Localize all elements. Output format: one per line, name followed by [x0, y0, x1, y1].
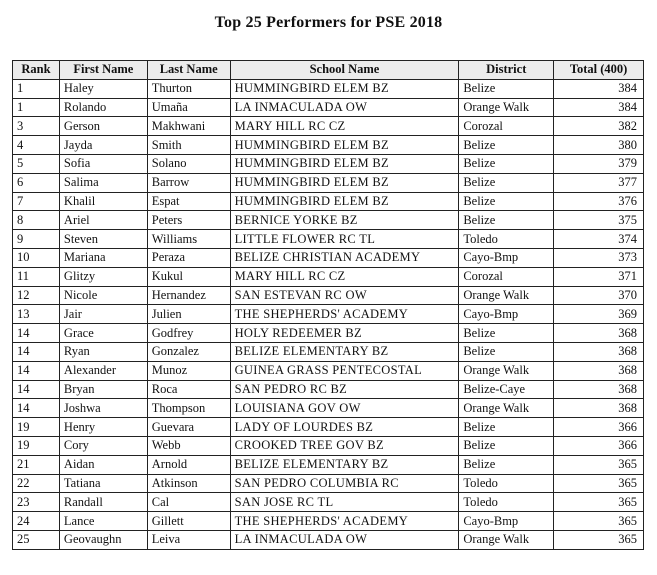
cell-last-name: Gonzalez — [147, 342, 230, 361]
table-row — [13, 230, 644, 249]
cell-rank: 14 — [13, 380, 60, 399]
cell-district: Belize — [459, 79, 554, 98]
cell-total: 371 — [554, 267, 644, 286]
cell-school-name: LA INMACULADA OW — [230, 98, 459, 117]
cell-school-name: HUMMINGBIRD ELEM BZ — [230, 154, 459, 173]
table-row — [13, 399, 644, 418]
cell-total: 365 — [554, 530, 644, 549]
table-row — [13, 530, 644, 549]
cell-first-name: Randall — [59, 493, 147, 512]
cell-school-name: SAN PEDRO COLUMBIA RC — [230, 474, 459, 493]
cell-district: Toledo — [459, 230, 554, 249]
cell-district: Belize — [459, 154, 554, 173]
cell-school-name: MARY HILL RC CZ — [230, 267, 459, 286]
cell-total: 377 — [554, 173, 644, 192]
table-row — [13, 286, 644, 305]
cell-rank: 23 — [13, 493, 60, 512]
cell-district: Orange Walk — [459, 361, 554, 380]
cell-total: 373 — [554, 248, 644, 267]
cell-rank: 14 — [13, 399, 60, 418]
cell-rank: 3 — [13, 117, 60, 136]
cell-rank: 10 — [13, 248, 60, 267]
cell-first-name: Rolando — [59, 98, 147, 117]
table-row — [13, 248, 644, 267]
cell-rank: 24 — [13, 512, 60, 531]
cell-total: 384 — [554, 79, 644, 98]
cell-total: 365 — [554, 455, 644, 474]
cell-first-name: Steven — [59, 230, 147, 249]
cell-last-name: Arnold — [147, 455, 230, 474]
cell-district: Belize — [459, 136, 554, 155]
cell-rank: 25 — [13, 530, 60, 549]
cell-school-name: MARY HILL RC CZ — [230, 117, 459, 136]
cell-rank: 9 — [13, 230, 60, 249]
cell-school-name: HUMMINGBIRD ELEM BZ — [230, 173, 459, 192]
cell-district: Belize — [459, 324, 554, 343]
cell-district: Orange Walk — [459, 286, 554, 305]
cell-school-name: LITTLE FLOWER RC TL — [230, 230, 459, 249]
cell-rank: 7 — [13, 192, 60, 211]
cell-last-name: Hernandez — [147, 286, 230, 305]
cell-total: 374 — [554, 230, 644, 249]
cell-district: Belize — [459, 173, 554, 192]
cell-last-name: Atkinson — [147, 474, 230, 493]
table-row — [13, 474, 644, 493]
cell-district: Belize-Caye — [459, 380, 554, 399]
cell-last-name: Makhwani — [147, 117, 230, 136]
cell-school-name: BELIZE ELEMENTARY BZ — [230, 455, 459, 474]
table-row — [13, 117, 644, 136]
cell-first-name: Alexander — [59, 361, 147, 380]
cell-district: Belize — [459, 418, 554, 437]
cell-district: Orange Walk — [459, 98, 554, 117]
cell-first-name: Jair — [59, 305, 147, 324]
table-row — [13, 380, 644, 399]
performers-table — [12, 60, 644, 550]
cell-rank: 6 — [13, 173, 60, 192]
table-row — [13, 512, 644, 531]
cell-total: 384 — [554, 98, 644, 117]
cell-first-name: Ariel — [59, 211, 147, 230]
header-rank: Rank — [13, 61, 60, 80]
cell-first-name: Aidan — [59, 455, 147, 474]
cell-rank: 4 — [13, 136, 60, 155]
cell-district: Cayo-Bmp — [459, 305, 554, 324]
cell-first-name: Grace — [59, 324, 147, 343]
cell-last-name: Solano — [147, 154, 230, 173]
table-body — [13, 79, 644, 549]
header-district: District — [459, 61, 554, 80]
cell-school-name: HUMMINGBIRD ELEM BZ — [230, 79, 459, 98]
cell-school-name: THE SHEPHERDS' ACADEMY — [230, 512, 459, 531]
table-row — [13, 267, 644, 286]
cell-rank: 21 — [13, 455, 60, 474]
cell-total: 368 — [554, 342, 644, 361]
cell-first-name: Nicole — [59, 286, 147, 305]
cell-last-name: Kukul — [147, 267, 230, 286]
page-title: Top 25 Performers for PSE 2018 — [214, 14, 443, 31]
cell-district: Belize — [459, 342, 554, 361]
cell-rank: 1 — [13, 79, 60, 98]
cell-rank: 11 — [13, 267, 60, 286]
cell-first-name: Henry — [59, 418, 147, 437]
header-total: Total (400) — [554, 61, 644, 80]
cell-first-name: Cory — [59, 436, 147, 455]
cell-first-name: Tatiana — [59, 474, 147, 493]
header-first-name: First Name — [59, 61, 147, 80]
table-row — [13, 324, 644, 343]
cell-school-name: THE SHEPHERDS' ACADEMY — [230, 305, 459, 324]
cell-rank: 19 — [13, 436, 60, 455]
table-row — [13, 79, 644, 98]
cell-district: Toledo — [459, 474, 554, 493]
cell-last-name: Umaña — [147, 98, 230, 117]
cell-first-name: Glitzy — [59, 267, 147, 286]
cell-rank: 14 — [13, 361, 60, 380]
cell-school-name: LA INMACULADA OW — [230, 530, 459, 549]
cell-district: Orange Walk — [459, 530, 554, 549]
table-row — [13, 493, 644, 512]
table-header-row — [13, 61, 644, 80]
cell-rank: 14 — [13, 342, 60, 361]
cell-last-name: Webb — [147, 436, 230, 455]
cell-district: Belize — [459, 436, 554, 455]
cell-first-name: Lance — [59, 512, 147, 531]
cell-last-name: Williams — [147, 230, 230, 249]
cell-school-name: BELIZE ELEMENTARY BZ — [230, 342, 459, 361]
table-row — [13, 361, 644, 380]
cell-last-name: Leiva — [147, 530, 230, 549]
cell-school-name: HOLY REDEEMER BZ — [230, 324, 459, 343]
cell-district: Toledo — [459, 493, 554, 512]
cell-last-name: Munoz — [147, 361, 230, 380]
cell-total: 365 — [554, 474, 644, 493]
cell-first-name: Khalil — [59, 192, 147, 211]
cell-last-name: Barrow — [147, 173, 230, 192]
table-row — [13, 455, 644, 474]
cell-rank: 13 — [13, 305, 60, 324]
cell-last-name: Julien — [147, 305, 230, 324]
cell-last-name: Roca — [147, 380, 230, 399]
cell-district: Orange Walk — [459, 399, 554, 418]
table-row — [13, 98, 644, 117]
cell-last-name: Espat — [147, 192, 230, 211]
cell-district: Belize — [459, 192, 554, 211]
table-row — [13, 211, 644, 230]
cell-first-name: Salima — [59, 173, 147, 192]
table-row — [13, 305, 644, 324]
header-school-name: School Name — [230, 61, 459, 80]
cell-school-name: LADY OF LOURDES BZ — [230, 418, 459, 437]
cell-district: Cayo-Bmp — [459, 512, 554, 531]
cell-total: 365 — [554, 512, 644, 531]
cell-total: 368 — [554, 380, 644, 399]
cell-last-name: Cal — [147, 493, 230, 512]
table-row — [13, 154, 644, 173]
cell-school-name: SAN PEDRO RC BZ — [230, 380, 459, 399]
cell-total: 366 — [554, 436, 644, 455]
cell-first-name: Bryan — [59, 380, 147, 399]
cell-district: Corozal — [459, 117, 554, 136]
cell-school-name: CROOKED TREE GOV BZ — [230, 436, 459, 455]
cell-district: Belize — [459, 211, 554, 230]
cell-school-name: SAN JOSE RC TL — [230, 493, 459, 512]
cell-rank: 1 — [13, 98, 60, 117]
cell-last-name: Peraza — [147, 248, 230, 267]
cell-school-name: GUINEA GRASS PENTECOSTAL — [230, 361, 459, 380]
cell-district: Cayo-Bmp — [459, 248, 554, 267]
cell-total: 368 — [554, 361, 644, 380]
table-row — [13, 418, 644, 437]
cell-rank: 14 — [13, 324, 60, 343]
table-row — [13, 192, 644, 211]
cell-first-name: Geovaughn — [59, 530, 147, 549]
cell-last-name: Godfrey — [147, 324, 230, 343]
cell-last-name: Gillett — [147, 512, 230, 531]
cell-last-name: Thompson — [147, 399, 230, 418]
cell-last-name: Guevara — [147, 418, 230, 437]
cell-first-name: Joshwa — [59, 399, 147, 418]
cell-first-name: Ryan — [59, 342, 147, 361]
cell-total: 370 — [554, 286, 644, 305]
cell-rank: 8 — [13, 211, 60, 230]
cell-total: 380 — [554, 136, 644, 155]
cell-school-name: HUMMINGBIRD ELEM BZ — [230, 192, 459, 211]
cell-total: 365 — [554, 493, 644, 512]
cell-first-name: Mariana — [59, 248, 147, 267]
table-row — [13, 173, 644, 192]
cell-rank: 22 — [13, 474, 60, 493]
table-row — [13, 342, 644, 361]
cell-district: Belize — [459, 455, 554, 474]
cell-district: Corozal — [459, 267, 554, 286]
cell-school-name: LOUISIANA GOV OW — [230, 399, 459, 418]
cell-total: 382 — [554, 117, 644, 136]
cell-first-name: Jayda — [59, 136, 147, 155]
cell-rank: 5 — [13, 154, 60, 173]
cell-total: 376 — [554, 192, 644, 211]
cell-last-name: Peters — [147, 211, 230, 230]
header-last-name: Last Name — [147, 61, 230, 80]
cell-school-name: SAN ESTEVAN RC OW — [230, 286, 459, 305]
table-row — [13, 136, 644, 155]
table-row — [13, 436, 644, 455]
cell-last-name: Smith — [147, 136, 230, 155]
cell-school-name: HUMMINGBIRD ELEM BZ — [230, 136, 459, 155]
cell-total: 379 — [554, 154, 644, 173]
cell-first-name: Haley — [59, 79, 147, 98]
cell-total: 366 — [554, 418, 644, 437]
cell-rank: 12 — [13, 286, 60, 305]
cell-rank: 19 — [13, 418, 60, 437]
cell-total: 375 — [554, 211, 644, 230]
cell-first-name: Gerson — [59, 117, 147, 136]
cell-school-name: BERNICE YORKE BZ — [230, 211, 459, 230]
cell-total: 369 — [554, 305, 644, 324]
cell-total: 368 — [554, 399, 644, 418]
cell-last-name: Thurton — [147, 79, 230, 98]
cell-school-name: BELIZE CHRISTIAN ACADEMY — [230, 248, 459, 267]
cell-total: 368 — [554, 324, 644, 343]
cell-first-name: Sofia — [59, 154, 147, 173]
